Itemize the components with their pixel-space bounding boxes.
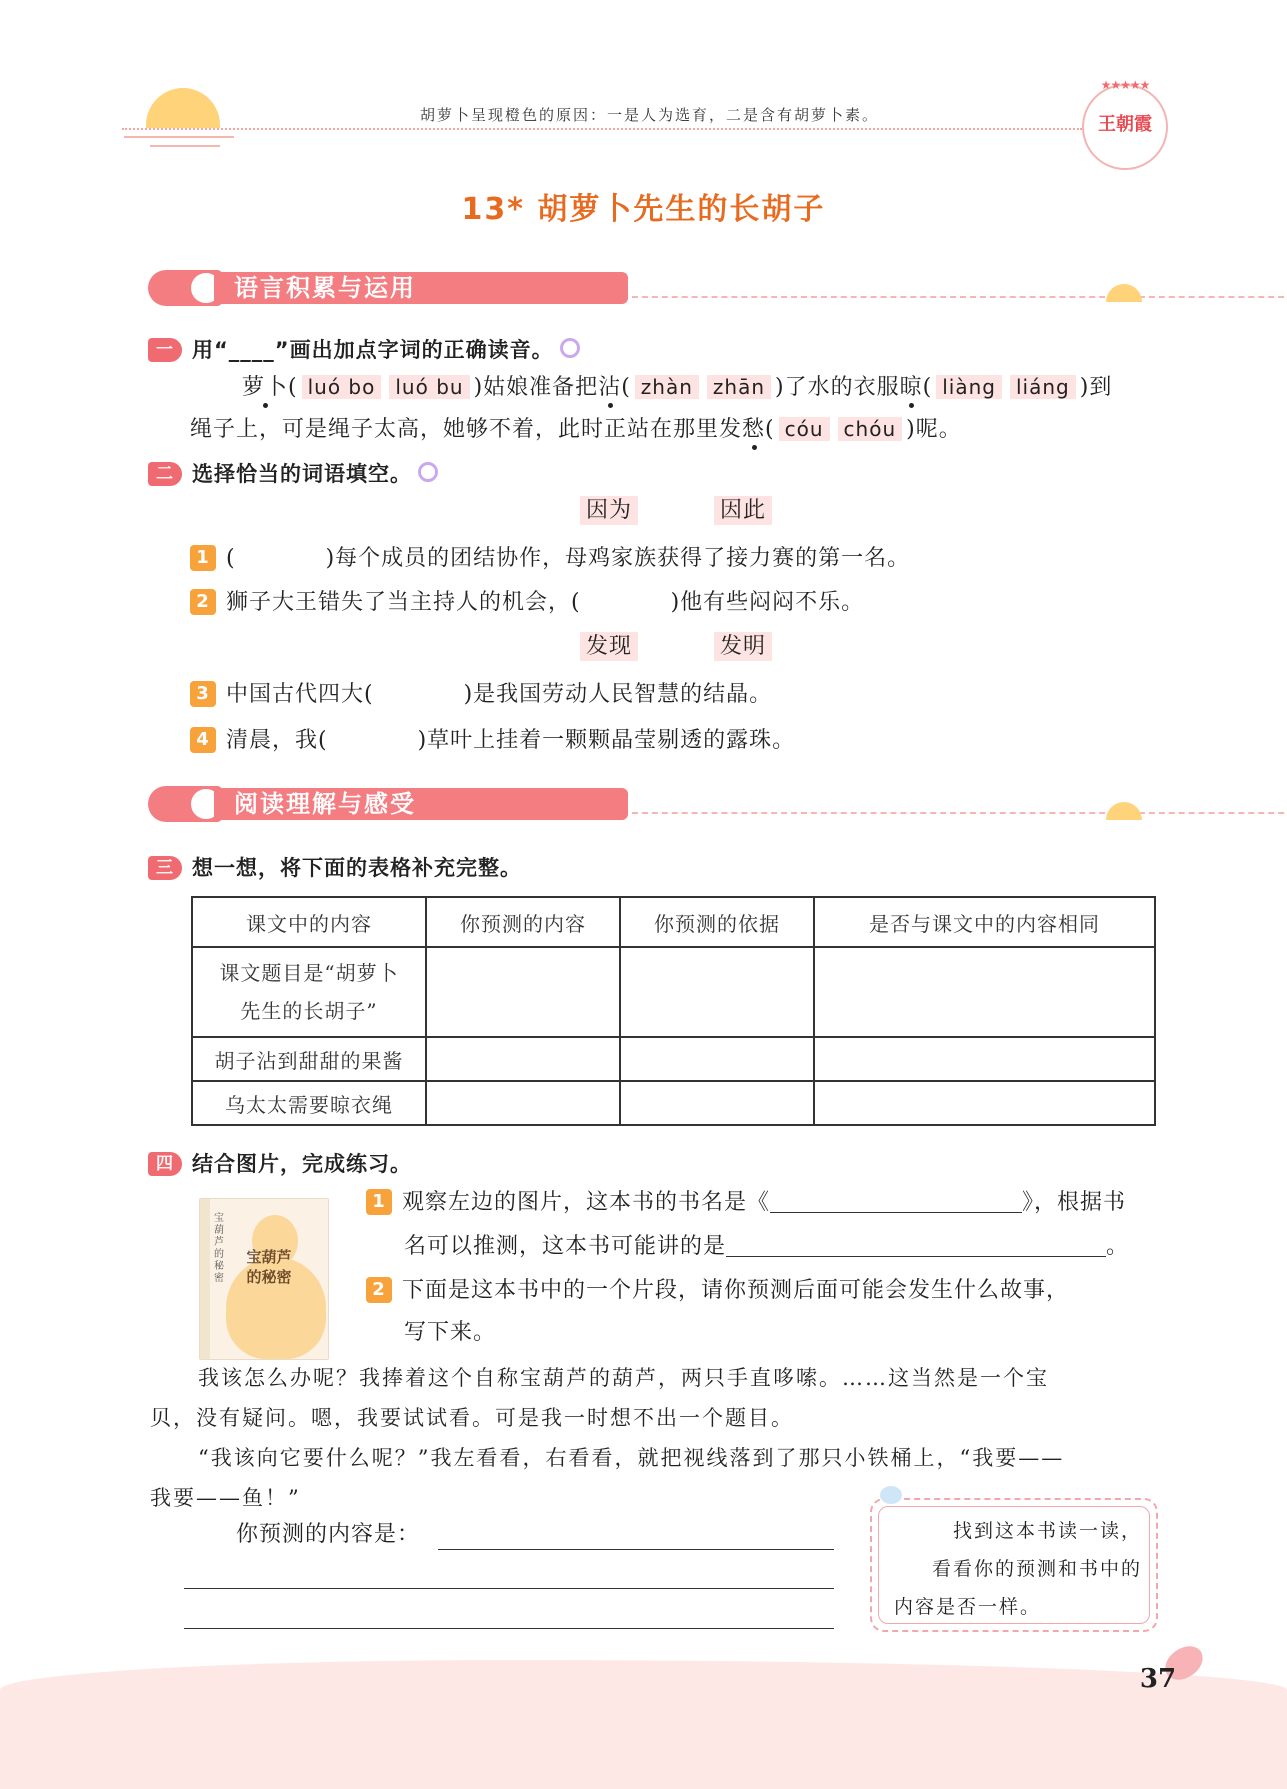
- item-text: 》，根据书: [1022, 1190, 1127, 1215]
- table-cell: 胡子沾到甜甜的果酱: [192, 1037, 426, 1081]
- sentence-text: 到: [1089, 375, 1113, 400]
- table-cell: 乌太太需要晾衣绳: [192, 1081, 426, 1125]
- item-text: (: [226, 546, 236, 571]
- question-title: 想一想，将下面的表格补充完整。: [192, 856, 522, 880]
- section-banner-1: [148, 266, 1158, 308]
- word-option: 发现: [580, 632, 638, 661]
- q4-item-1-line-2: [404, 1230, 1129, 1264]
- fill-item-3: [190, 678, 772, 712]
- item-text: )草叶上挂着一颗颗晶莹剔透的露珠。: [417, 728, 796, 753]
- answer-cell[interactable]: [620, 1037, 814, 1081]
- pinyin-option[interactable]: cóu: [779, 417, 830, 441]
- wave-decoration: [150, 145, 220, 147]
- section-title: 语言积累与运用: [214, 272, 628, 304]
- page-number: 37: [1139, 1664, 1177, 1694]
- dotted-word: 愁: [742, 417, 766, 442]
- question-title: 选择恰当的词语填空。: [192, 462, 412, 486]
- prediction-label: 你预测的内容是：: [236, 1522, 421, 1547]
- tip-line: 内容是否一样。: [894, 1596, 1042, 1618]
- table-header: 课文中的内容: [192, 897, 426, 947]
- book-title-line: 宝葫芦: [246, 1248, 292, 1266]
- logo-stars: ★★★★★: [1100, 78, 1150, 92]
- item-text: 狮子大王错失了当主持人的机会，(: [226, 590, 581, 615]
- passage-line: 贝，没有疑问。嗯，我要试试看。可是我一时想不出一个题目。: [150, 1406, 794, 1430]
- passage-line: “我该向它要什么呢？”我左看看，右看看，就把视线落到了那只小铁桶上，“我要——: [198, 1446, 1065, 1470]
- pinyin-option[interactable]: liáng: [1010, 375, 1076, 399]
- sentence-text: 呢。: [915, 417, 962, 442]
- heart-icon: [880, 1486, 902, 1504]
- question-1-heading: [148, 334, 580, 364]
- book-cover-title: [238, 1247, 300, 1287]
- prediction-table: [191, 896, 1156, 1126]
- item-text: 中国古代四大(: [226, 682, 374, 707]
- answer-cell[interactable]: [426, 1081, 620, 1125]
- wave-decoration: [124, 136, 234, 138]
- item-number: 2: [190, 589, 216, 615]
- question-badge: 三: [148, 856, 182, 880]
- book-cover-image: [199, 1198, 329, 1360]
- passage-line: 我要——鱼！”: [150, 1486, 301, 1510]
- item-text: )每个成员的团结协作，母鸡家族获得了接力赛的第一名。: [325, 546, 911, 571]
- item-number: 1: [190, 545, 216, 571]
- q4-item-1-line-1: [366, 1186, 1126, 1220]
- q4-item-2-line-2: [404, 1316, 496, 1350]
- answer-cell[interactable]: [620, 947, 814, 1037]
- question-badge: 四: [148, 1152, 182, 1176]
- question-title: 结合图片，完成练习。: [192, 1152, 412, 1176]
- question-3-heading: [148, 852, 522, 882]
- tip-line: 找到这本书读一读，: [952, 1520, 1142, 1542]
- answer-blank[interactable]: [581, 589, 671, 613]
- dotted-word: 晾: [899, 375, 923, 400]
- book-title-line: 的秘密: [246, 1268, 292, 1286]
- table-header-row: [192, 897, 1155, 947]
- location-pin-icon: [418, 462, 438, 482]
- content-guess-blank[interactable]: [726, 1232, 1106, 1257]
- tip-text: [892, 1512, 1142, 1626]
- book-spine: [200, 1199, 210, 1359]
- answer-cell[interactable]: [814, 1037, 1155, 1081]
- pinyin-line-2: 绳子上，可是绳子太高，她够不着，此时正站在那里发愁( cóu chóu )呢。: [190, 417, 962, 442]
- word-option: 因为: [580, 496, 638, 525]
- section-banner-2: [148, 782, 1158, 824]
- answer-line[interactable]: [184, 1628, 834, 1629]
- answer-line[interactable]: [438, 1549, 834, 1550]
- pinyin-option[interactable]: zhān: [707, 375, 771, 399]
- pinyin-option[interactable]: chóu: [838, 417, 903, 441]
- table-row: [192, 1037, 1155, 1081]
- answer-blank[interactable]: [374, 681, 464, 705]
- publisher-logo: [1082, 78, 1168, 170]
- pinyin-option[interactable]: luó bu: [389, 375, 469, 399]
- table-row: [192, 1081, 1155, 1125]
- story-passage: [150, 1358, 1160, 1518]
- item-number: 4: [190, 727, 216, 753]
- section-divider: [632, 296, 1287, 298]
- word-option: 因此: [714, 496, 772, 525]
- item-number: 1: [366, 1189, 392, 1215]
- pinyin-line-1: 萝卜( luó bo luó bu )姑娘准备把沾( zhàn zhān )了水的衣服晾( liàng liáng )到: [242, 375, 1113, 400]
- sun-decoration: [146, 88, 220, 128]
- table-row: [192, 947, 1155, 1037]
- answer-line[interactable]: [184, 1588, 834, 1589]
- sentence-text: 姑娘准备把: [483, 375, 599, 400]
- question-4-heading: [148, 1148, 412, 1178]
- table-header: 是否与课文中的内容相同: [814, 897, 1155, 947]
- logo-text: 王朝霞: [1098, 114, 1152, 135]
- cell-text: 先生的长胡子”: [240, 999, 378, 1023]
- answer-cell[interactable]: [426, 947, 620, 1037]
- word-bank-2: [580, 630, 772, 664]
- table-cell: [192, 947, 426, 1037]
- pinyin-option[interactable]: luó bo: [302, 375, 382, 399]
- table-header: 你预测的依据: [620, 897, 814, 947]
- header-divider: [122, 128, 1082, 130]
- answer-cell[interactable]: [814, 1081, 1155, 1125]
- question-badge: 二: [148, 462, 182, 486]
- word-bank-1: [580, 494, 772, 528]
- book-title-blank[interactable]: [770, 1188, 1022, 1213]
- answer-cell[interactable]: [426, 1037, 620, 1081]
- item-text: 观察左边的图片，这本书的书名是《: [402, 1190, 771, 1215]
- answer-blank[interactable]: [236, 545, 326, 569]
- item-text: )是我国劳动人民智慧的结晶。: [463, 682, 773, 707]
- cell-text: 课文题目是“胡萝卜: [219, 961, 399, 985]
- pinyin-option[interactable]: zhàn: [635, 375, 699, 399]
- word-option: 发明: [714, 632, 772, 661]
- tip-line: 看看你的预测和书中的: [931, 1558, 1142, 1580]
- book-side-title: 宝葫芦的秘密: [214, 1213, 224, 1284]
- section-divider: [632, 812, 1287, 814]
- sentence-text: 了水的衣服: [784, 375, 900, 400]
- header-tip: 胡萝卜呈现橙色的原因：一是人为选育，二是含有胡萝卜素。: [420, 106, 880, 124]
- item-number: 2: [366, 1277, 392, 1303]
- question-title: 用“____”画出加点字词的正确读音。: [192, 338, 554, 362]
- pinyin-option[interactable]: liàng: [936, 375, 1002, 399]
- dotted-word: 萝卜: [242, 375, 289, 400]
- item-text: 下面是这本书中的一个片段，请你预测后面可能会发生什么故事，: [402, 1278, 1070, 1303]
- item-text: 。: [1106, 1234, 1130, 1259]
- item-text: 名可以推测，这本书可能讲的是: [404, 1234, 727, 1259]
- item-text: 清晨，我(: [226, 728, 328, 753]
- item-text: 写下来。: [404, 1320, 497, 1345]
- section-title: 阅读理解与感受: [214, 788, 628, 820]
- table-header: 你预测的内容: [426, 897, 620, 947]
- item-text: )他有些闷闷不乐。: [670, 590, 865, 615]
- footer-band: [0, 1660, 1287, 1789]
- answer-blank[interactable]: [328, 727, 418, 751]
- fill-item-1: [190, 542, 910, 576]
- dotted-word: 沾: [598, 375, 622, 400]
- fill-item-2: [190, 586, 864, 620]
- item-number: 3: [190, 681, 216, 707]
- answer-cell[interactable]: [620, 1081, 814, 1125]
- q4-item-2-line-1: [366, 1274, 1069, 1308]
- lesson-title: 13* 胡萝卜先生的长胡子: [461, 192, 826, 227]
- sentence-text: 绳子上，可是绳子太高，她够不着，此时正站在那里发: [190, 417, 743, 442]
- answer-cell[interactable]: [814, 947, 1155, 1037]
- question-badge: 一: [148, 338, 182, 362]
- location-pin-icon: [560, 338, 580, 358]
- passage-line: 我该怎么办呢？我捧着这个自称宝葫芦的葫芦，两只手直哆嗦。……这当然是一个宝: [198, 1366, 1049, 1390]
- fill-item-4: [190, 724, 795, 758]
- question-2-heading: [148, 458, 438, 488]
